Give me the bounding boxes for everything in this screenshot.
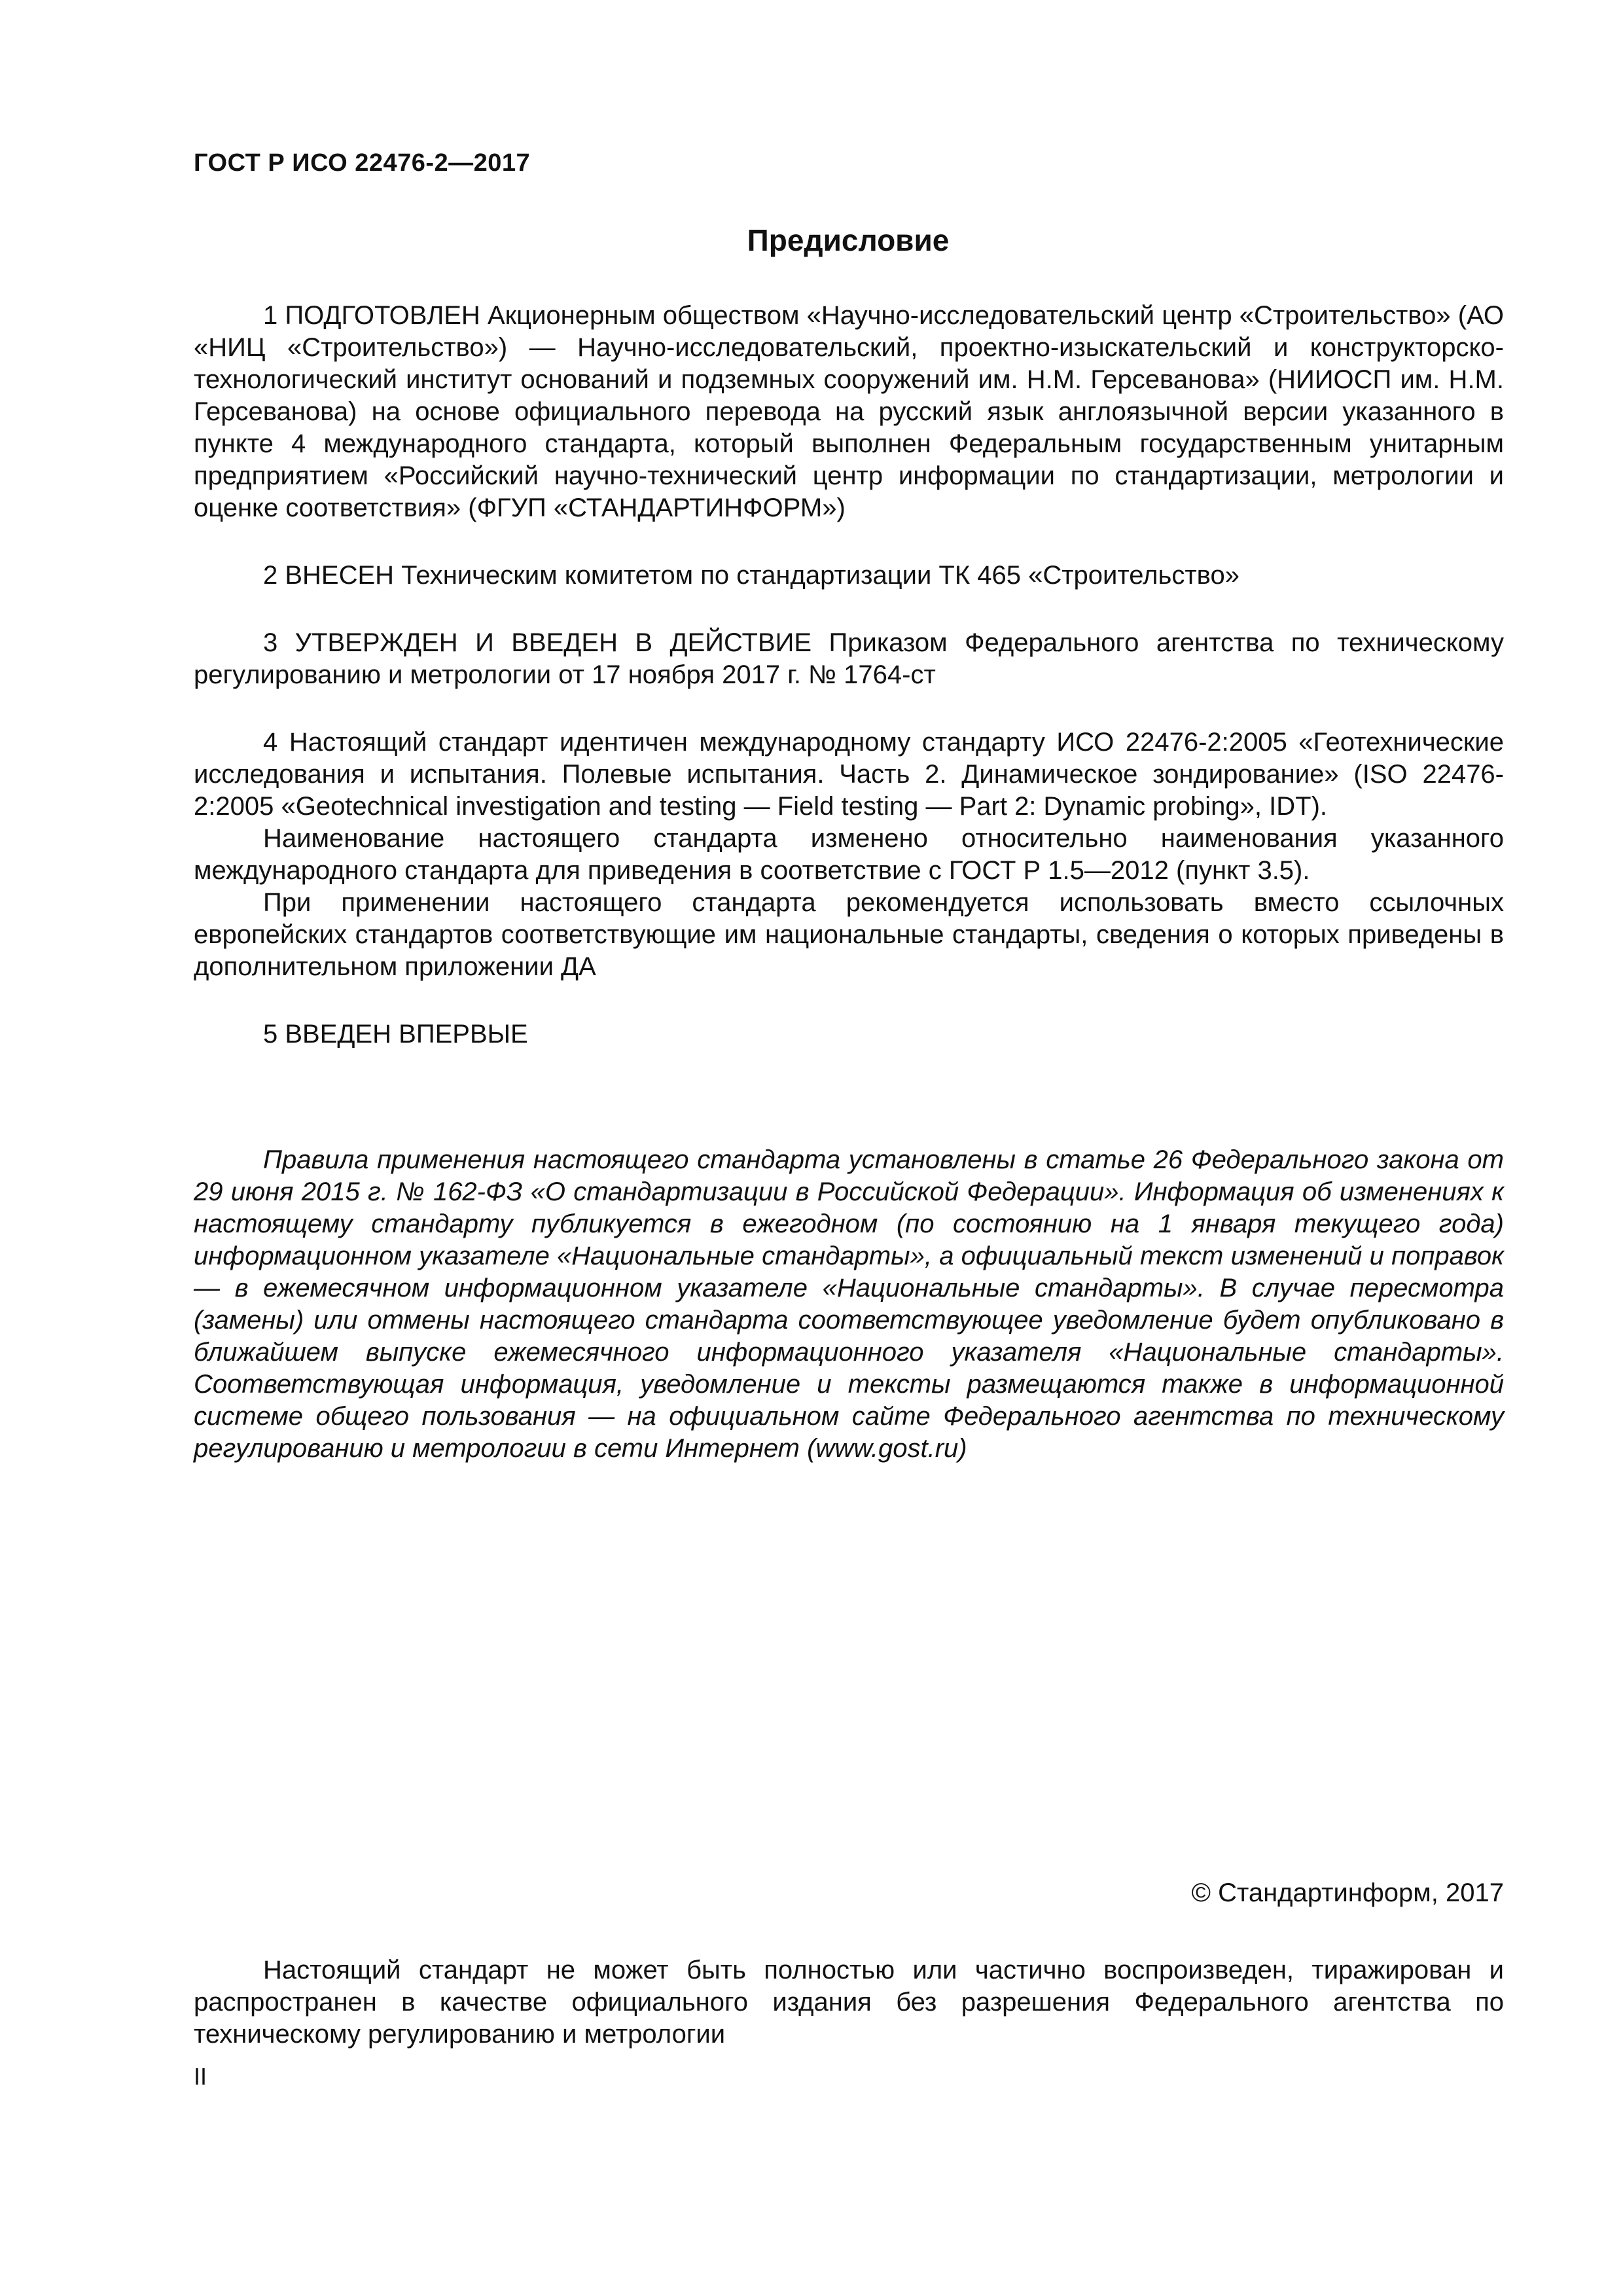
- foreword-body: [194, 300, 1504, 1050]
- rules-notice: Правила применения настоящего стандарта установлены в статье 26 Федерального закона от 29 июня 2015 г. № 162-ФЗ «О стандартизации в Российской Федерации». Информация об изменениях к настоящему стандарту публикуется в ежегодном (по состоянию на 1 января текущего года) информационном указателе «Национальные стандарты», а официальный текст изменений и поправок — в ежемесячном информационном указателе «Национальные стандарты». В случае пересмотра (замены) или отмены настоящего стандарта соответствующее уведомление будет опубликовано в ближайшем выпуске ежемесячного информационного указателя «Национальные стандарты». Соответствующая информация, уведомление и тексты размещаются также в информационной системе общего пользования — на официальном сайте Федерального агентства по техническому регулированию и метрологии в сети Интернет (www.gost.ru): [194, 1145, 1504, 1463]
- page-number: II: [194, 2063, 207, 2090]
- reproduction-notice: Настоящий стандарт не может быть полностью или частично воспроизведен, тиражирован и распространен в качестве официального издания без разрешения Федерального агентства по техническому регулированию и метрологии: [194, 1956, 1504, 2049]
- page-title: Предисловие: [747, 223, 950, 257]
- item-5-first-introduced: 5 ВВЕДЕН ВПЕРВЫЕ: [263, 1020, 528, 1049]
- item-3-approved: 3 УТВЕРЖДЕН И ВВЕДЕН В ДЕЙСТВИЕ Приказом Федерального агентства по техническому регулированию и метрологии от 17 ноября 2017 г. № 1764-ст: [194, 628, 1504, 689]
- copyright: © Стандартинформ, 2017: [1191, 1878, 1504, 1907]
- item-4-references: При применении настоящего стандарта рекомендуется использовать вместо ссылочных европейских стандартов соответствующие им национальные стандарты, сведения о которых приведены в дополнительном приложении ДА: [194, 888, 1504, 981]
- item-4-name-change: Наименование настоящего стандарта изменено относительно наименования указанного международного стандарта для приведения в соответствие с ГОСТ Р 1.5—2012 (пункт 3.5).: [194, 824, 1504, 885]
- item-1-prepared: 1 ПОДГОТОВЛЕН Акционерным обществом «Научно-исследовательский центр «Строительство» (АО «НИЦ «Строительство») — Научно-исследовательский, проектно-изыскательский и конструкторско-технологический институт оснований и подземных сооружений им. Н.М. Герсеванова» (НИИОСП им. Н.М. Герсеванова) на основе официального перевода на русский язык англоязычной версии указанного в пункте 4 международного стандарта, который выполнен Федеральным государственным унитарным предприятием «Российский научно-технический центр информации по стандартизации, метрологии и оценке соответствия» (ФГУП «СТАНДАРТИНФОРМ»): [194, 301, 1504, 522]
- document-code: ГОСТ Р ИСО 22476-2—2017: [194, 149, 531, 177]
- item-2-submitted: 2 ВНЕСЕН Техническим комитетом по стандартизации ТК 465 «Строительство»: [263, 561, 1240, 590]
- item-4-identical: 4 Настоящий стандарт идентичен международному стандарту ИСО 22476-2:2005 «Геотехнические исследования и испытания. Полевые испытания. Часть 2. Динамическое зондирование» (ISO 22476-2:2005 «Geotechnical investigation and testing — Field testing — Part 2: Dynamic probing», IDT).: [194, 728, 1504, 821]
